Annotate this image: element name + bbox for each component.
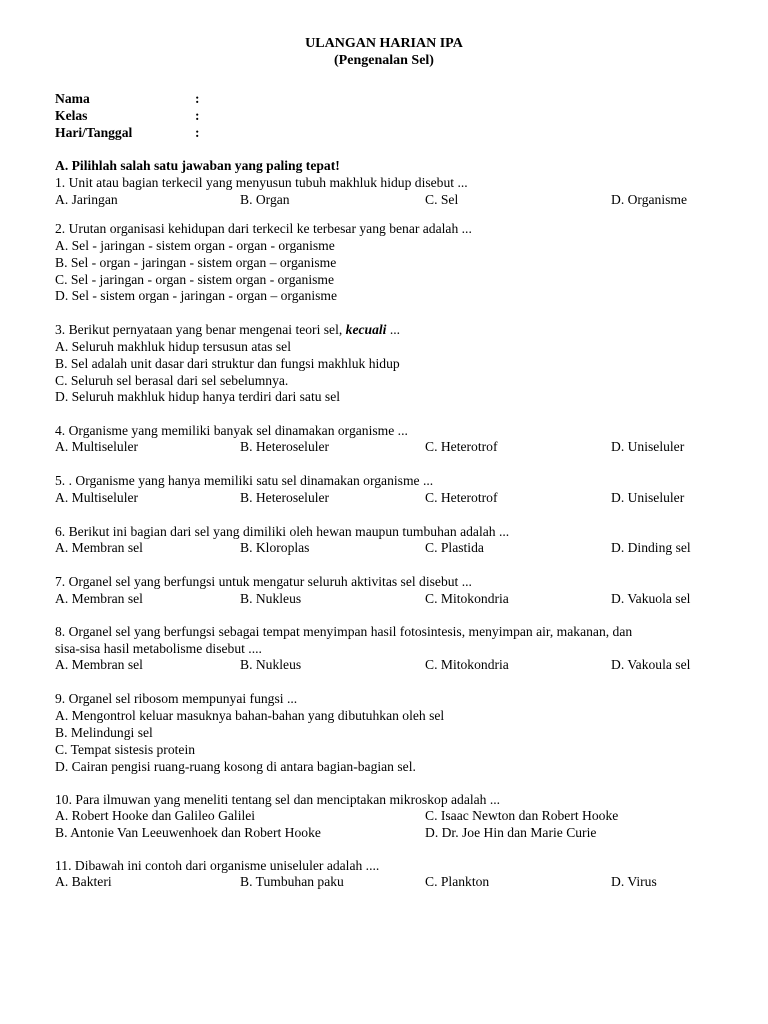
identity-colon: : [195, 108, 200, 123]
question-9-option-b: B. Melindungi sel [55, 725, 153, 740]
question-1-option-d: D. Organisme [611, 192, 688, 207]
question-7-option-b: B. Nukleus [240, 591, 302, 606]
identity-row-hari-tanggal [55, 125, 255, 142]
section-a-instruction: A. Pilihlah salah satu jawaban yang paling tepat! [55, 158, 340, 173]
question-8-option-c: C. Mitokondria [425, 657, 509, 672]
question-4-option-d: D. Uniseluler [611, 439, 685, 454]
question-5-text: 5. . Organisme yang hanya memiliki satu sel dinamakan organisme ... [55, 473, 434, 488]
question-7-text: 7. Organel sel yang berfungsi untuk mengatur seluruh aktivitas sel disebut ... [55, 574, 472, 589]
question-4-text: 4. Organisme yang memiliki banyak sel dinamakan organisme ... [55, 423, 408, 438]
question-2-option-a: A. Sel - jaringan - sistem organ - organ - organisme [55, 238, 335, 253]
question-4-option-a: A. Multiseluler [55, 439, 139, 454]
question-3-text [55, 322, 400, 339]
question-2-option-d: D. Sel - sistem organ - jaringan - organ – organisme [55, 288, 338, 303]
question-9-option-a: A. Mengontrol keluar masuknya bahan-bahan yang dibutuhkan oleh sel [55, 708, 445, 723]
identity-row-kelas [55, 108, 255, 125]
question-9-text: 9. Organel sel ribosom mempunyai fungsi ... [55, 691, 298, 706]
question-10-option-a: A. Robert Hooke dan Galileo Galilei [55, 808, 256, 823]
question-10-option-d: D. Dr. Joe Hin dan Marie Curie [425, 825, 597, 840]
question-8-text-line1: 8. Organel sel yang berfungsi sebagai tempat menyimpan hasil fotosintesis, menyimpan air, makanan, dan [55, 624, 633, 639]
question-2-option-c: C. Sel - jaringan - organ - sistem organ - organisme [55, 272, 334, 287]
question-8-text-line2: sisa-sisa hasil metabolisme disebut .... [55, 641, 262, 656]
question-3-emphasis: kecuali [345, 322, 387, 337]
identity-colon: : [195, 91, 200, 106]
question-10-option-c: C. Isaac Newton dan Robert Hooke [425, 808, 619, 823]
question-6-option-d: D. Dinding sel [611, 540, 691, 555]
question-11-option-d: D. Virus [611, 874, 657, 889]
question-9-option-c: C. Tempat sistesis protein [55, 742, 196, 757]
question-7-option-c: C. Mitokondria [425, 591, 509, 606]
question-3-option-d: D. Seluruh makhluk hidup hanya terdiri dari satu sel [55, 389, 341, 404]
identity-row-nama [55, 91, 255, 108]
question-9-option-d: D. Cairan pengisi ruang-ruang kosong di antara bagian-bagian sel. [55, 759, 416, 774]
question-1-option-c: C. Sel [425, 192, 459, 207]
question-3-option-b: B. Sel adalah unit dasar dari struktur dan fungsi makhluk hidup [55, 356, 400, 371]
question-2-text: 2. Urutan organisasi kehidupan dari terkecil ke terbesar yang benar adalah ... [55, 221, 472, 236]
exam-subtitle: (Pengenalan Sel) [334, 53, 434, 68]
question-5-option-b: B. Heteroseluler [240, 490, 330, 505]
question-6-option-c: C. Plastida [425, 540, 484, 555]
identity-label: Hari/Tanggal [55, 125, 133, 140]
question-1-option-b: B. Organ [240, 192, 290, 207]
identity-label: Nama [55, 91, 90, 106]
question-10-text: 10. Para ilmuwan yang meneliti tentang sel dan menciptakan mikroskop adalah ... [55, 792, 501, 807]
identity-label: Kelas [55, 108, 88, 123]
question-1-text: 1. Unit atau bagian terkecil yang menyusun tubuh makhluk hidup disebut ... [55, 175, 468, 190]
question-8-option-d: D. Vakoula sel [611, 657, 691, 672]
identity-colon: : [195, 125, 200, 140]
question-6-text: 6. Berikut ini bagian dari sel yang dimiliki oleh hewan maupun tumbuhan adalah ... [55, 524, 510, 539]
question-1-option-a: A. Jaringan [55, 192, 118, 207]
question-4-option-c: C. Heterotrof [425, 439, 498, 454]
question-6-option-b: B. Kloroplas [240, 540, 310, 555]
student-identity-block [55, 91, 255, 142]
question-2-option-b: B. Sel - organ - jaringan - sistem organ – organisme [55, 255, 337, 270]
question-11-option-a: A. Bakteri [55, 874, 112, 889]
question-5-option-c: C. Heterotrof [425, 490, 498, 505]
question-5-option-d: D. Uniseluler [611, 490, 685, 505]
question-11-option-c: C. Plankton [425, 874, 490, 889]
question-11-text: 11. Dibawah ini contoh dari organisme uniseluler adalah .... [55, 858, 380, 873]
question-4-option-b: B. Heteroseluler [240, 439, 330, 454]
question-3-option-a: A. Seluruh makhluk hidup tersusun atas sel [55, 339, 291, 354]
question-6-option-a: A. Membran sel [55, 540, 143, 555]
question-3-text-pre: 3. Berikut pernyataan yang benar mengenai teori sel, [55, 322, 346, 337]
question-3-text-post: ... [386, 322, 401, 337]
exam-title: ULANGAN HARIAN IPA [305, 36, 463, 51]
question-5-option-a: A. Multiseluler [55, 490, 139, 505]
question-7-option-d: D. Vakuola sel [611, 591, 691, 606]
question-7-option-a: A. Membran sel [55, 591, 143, 606]
question-3-option-c: C. Seluruh sel berasal dari sel sebelumnya. [55, 373, 289, 388]
question-11-option-b: B. Tumbuhan paku [240, 874, 344, 889]
question-8-option-b: B. Nukleus [240, 657, 302, 672]
question-10-option-b: B. Antonie Van Leeuwenhoek dan Robert Hooke [55, 825, 321, 840]
question-8-option-a: A. Membran sel [55, 657, 143, 672]
